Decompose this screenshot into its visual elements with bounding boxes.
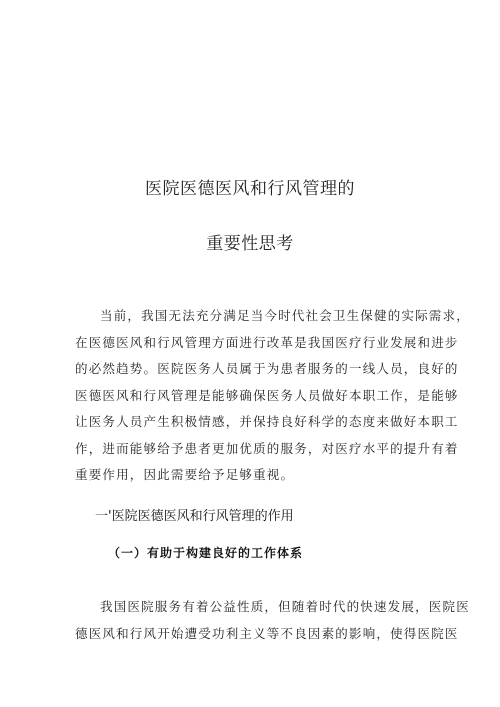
body-paragraph-line: 我国医院服务有着公益性质，但随着时代的快速发展，医院医 [100, 599, 470, 614]
body-paragraph-line: 德医风和行风开始遭受功利主义等不良因素的影响，使得医院医 [75, 626, 459, 641]
intro-paragraph-line: 在医德医风和行风管理方面进行改革是我国医疗行业发展和进步 [75, 335, 459, 350]
intro-paragraph-line: 当前，我国无法充分满足当今时代社会卫生保健的实际需求， [100, 308, 470, 323]
document-title-line-2: 重要性思考 [206, 234, 294, 254]
document-title-line-1: 医院医德医风和行风管理的 [145, 179, 355, 199]
intro-paragraph-line: 的必然趋势。医院医务人员属于为患者服务的一线人员，良好的 [75, 361, 459, 376]
section-heading: 一'医院医德医风和行风管理的作用 [95, 509, 294, 524]
intro-paragraph-line: 作，进而能够给予患者更加优质的服务，对医疗水平的提升有着 [75, 441, 459, 456]
subsection-heading: （一）有助于构建良好的工作体系 [108, 546, 304, 560]
intro-paragraph-line: 让医务人员产生积极情感，并保持良好科学的态度来做好本职工 [75, 414, 459, 429]
intro-paragraph-line: 医德医风和行风管理是能够确保医务人员做好本职工作，是能够 [75, 388, 459, 403]
intro-paragraph-line: 重要作用，因此需要给予足够重视。 [75, 467, 295, 482]
